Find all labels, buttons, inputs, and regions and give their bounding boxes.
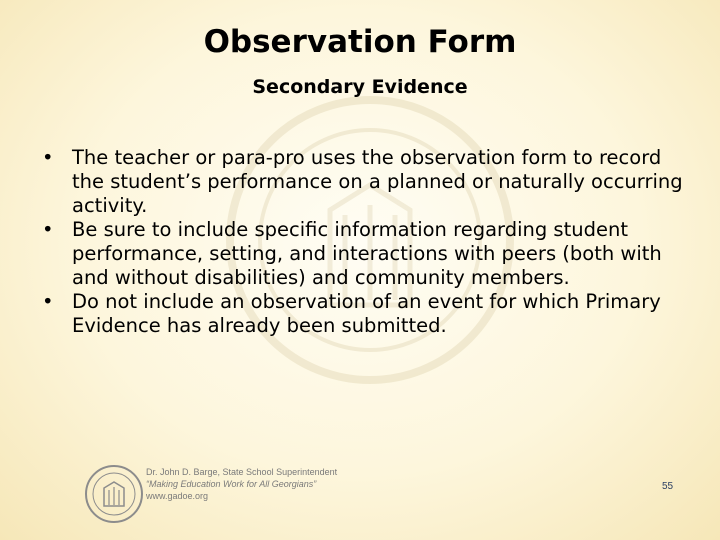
bullet-item: [42, 290, 692, 338]
bullet-text: Do not include an observation of an event for which Primary Evidence has already been submitted.: [72, 290, 661, 337]
page-number: 55: [662, 481, 674, 492]
footer-motto: “Making Education Work for All Georgians”: [146, 479, 317, 489]
footer-website-link[interactable]: www.gadoe.org: [146, 491, 209, 501]
slide-title: Observation Form: [203, 24, 517, 60]
bullet-marker: •: [42, 290, 54, 313]
bullet-text: Be sure to include specific information regarding student performance, setting, and interactions with peers (both with and without disabilities) and community members.: [72, 218, 662, 289]
georgia-department-seal-icon: [84, 462, 144, 526]
bullet-item: [42, 218, 692, 290]
bullet-list: [42, 146, 692, 338]
bullet-item: [42, 146, 692, 218]
footer-text: [146, 466, 337, 502]
slide-subtitle: Secondary Evidence: [252, 76, 468, 98]
footer-superintendent: Dr. John D. Barge, State School Superintendent: [146, 467, 338, 477]
bullet-marker: •: [42, 146, 54, 169]
bullet-marker: •: [42, 218, 54, 241]
bullet-text: The teacher or para-pro uses the observation form to record the student’s performance on a planned or naturally occurring activity.: [72, 146, 683, 217]
